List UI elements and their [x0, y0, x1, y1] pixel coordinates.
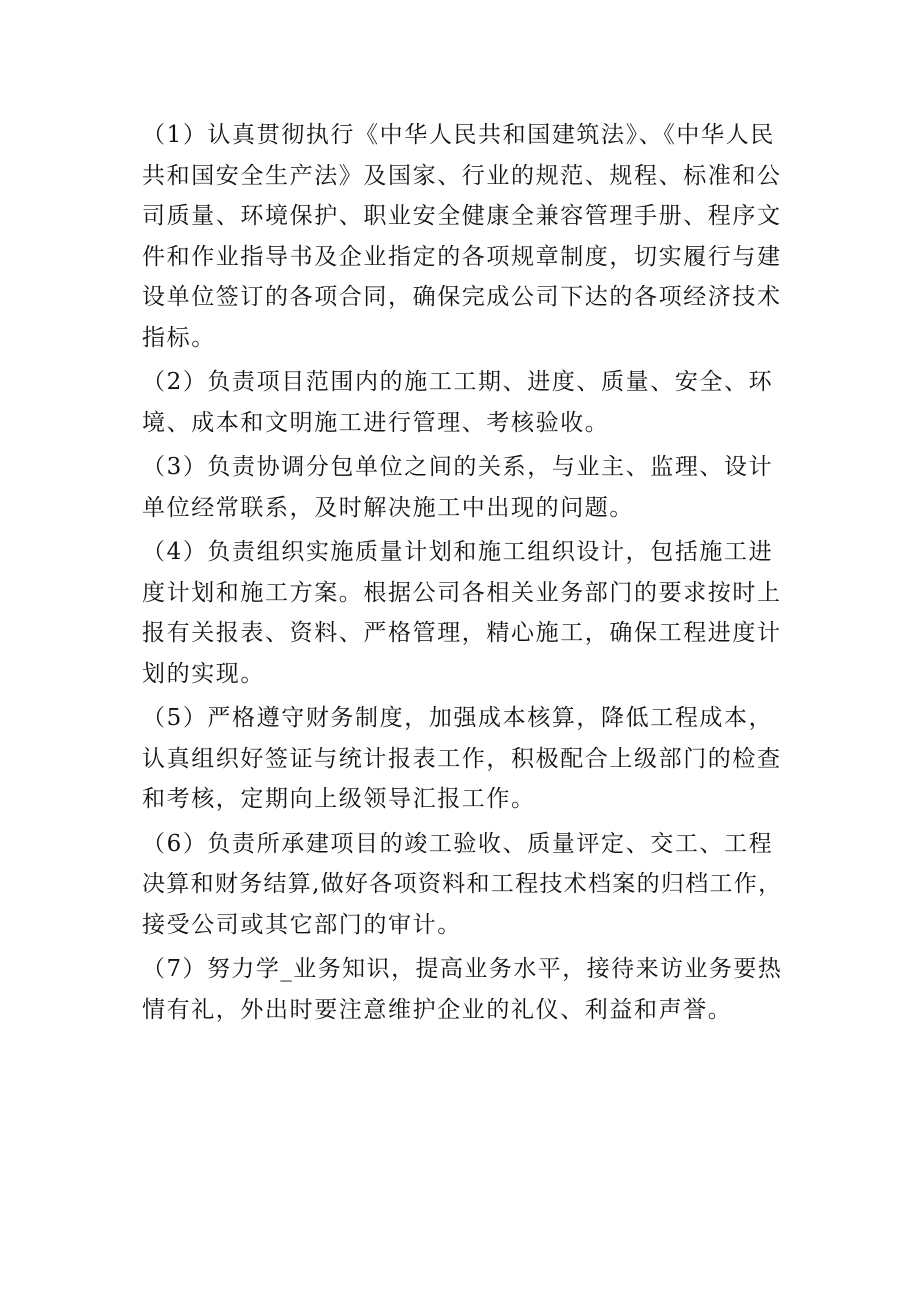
- paragraph-4: [142, 532, 782, 694]
- text-line: （6）负责所承建项目的竣工验收、质量评定、交工、工程: [142, 830, 774, 857]
- paragraph-1: [142, 115, 782, 358]
- paragraph-5: [142, 698, 782, 820]
- text-line: （2）负责项目范围内的施工工期、进度、质量、安全、环: [142, 369, 774, 395]
- paragraph-6: [142, 824, 782, 946]
- text-line: 报有关报表、资料、严格管理，精心施工，确保工程进度计: [142, 620, 782, 646]
- text-line: 情有礼，外出时要注意维护企业的礼仪、利益和声誉。: [142, 996, 733, 1023]
- text-line: 度计划和施工方案。根据公司各相关业务部门的要求按时上: [142, 579, 782, 606]
- text-line: （1）认真贯彻执行《中华人民共和国建筑法》、《中华人民: [142, 122, 775, 148]
- text-line: 单位经常联系，及时解决施工中出现的问题。: [142, 494, 634, 521]
- text-line: 件和作业指导书及企业指定的各项规章制度，切实履行与建: [142, 243, 782, 270]
- paragraph-7: [142, 949, 782, 1030]
- text-line: 司质量、环境保护、职业安全健康全兼容管理手册、程序文: [142, 203, 782, 229]
- text-line: 指标。: [142, 324, 216, 351]
- text-line: （4）负责组织实施质量计划和施工组织设计，包括施工进: [142, 539, 774, 565]
- document-body: [142, 115, 782, 1034]
- text-line: 境、成本和文明施工进行管理、考核验收。: [142, 409, 610, 436]
- paragraph-3: [142, 447, 782, 528]
- text-line: （7）努力学_业务知识，提高业务水平，接待来访业务要热: [142, 956, 783, 982]
- text-line: 决算和财务结算,做好各项资料和工程技术档案的归档工作，: [142, 871, 783, 897]
- text-line: 共和国安全生产法》及国家、行业的规范、规程、标准和公: [142, 162, 782, 189]
- text-line: 认真组织好签证与统计报表工作，积极配合上级部门的检查: [142, 745, 782, 772]
- text-line: 和考核，定期向上级领导汇报工作。: [142, 786, 536, 812]
- text-line: 划的实现。: [142, 660, 265, 687]
- text-line: （3）负责协调分包单位之间的关系，与业主、监理、设计: [142, 454, 774, 480]
- paragraph-2: [142, 362, 782, 443]
- text-line: 接受公司或其它部门的审计。: [142, 911, 462, 938]
- text-line: 设单位签订的各项合同，确保完成公司下达的各项经济技术: [142, 284, 782, 310]
- text-line: （5）严格遵守财务制度，加强成本核算，降低工程成本，: [142, 705, 774, 731]
